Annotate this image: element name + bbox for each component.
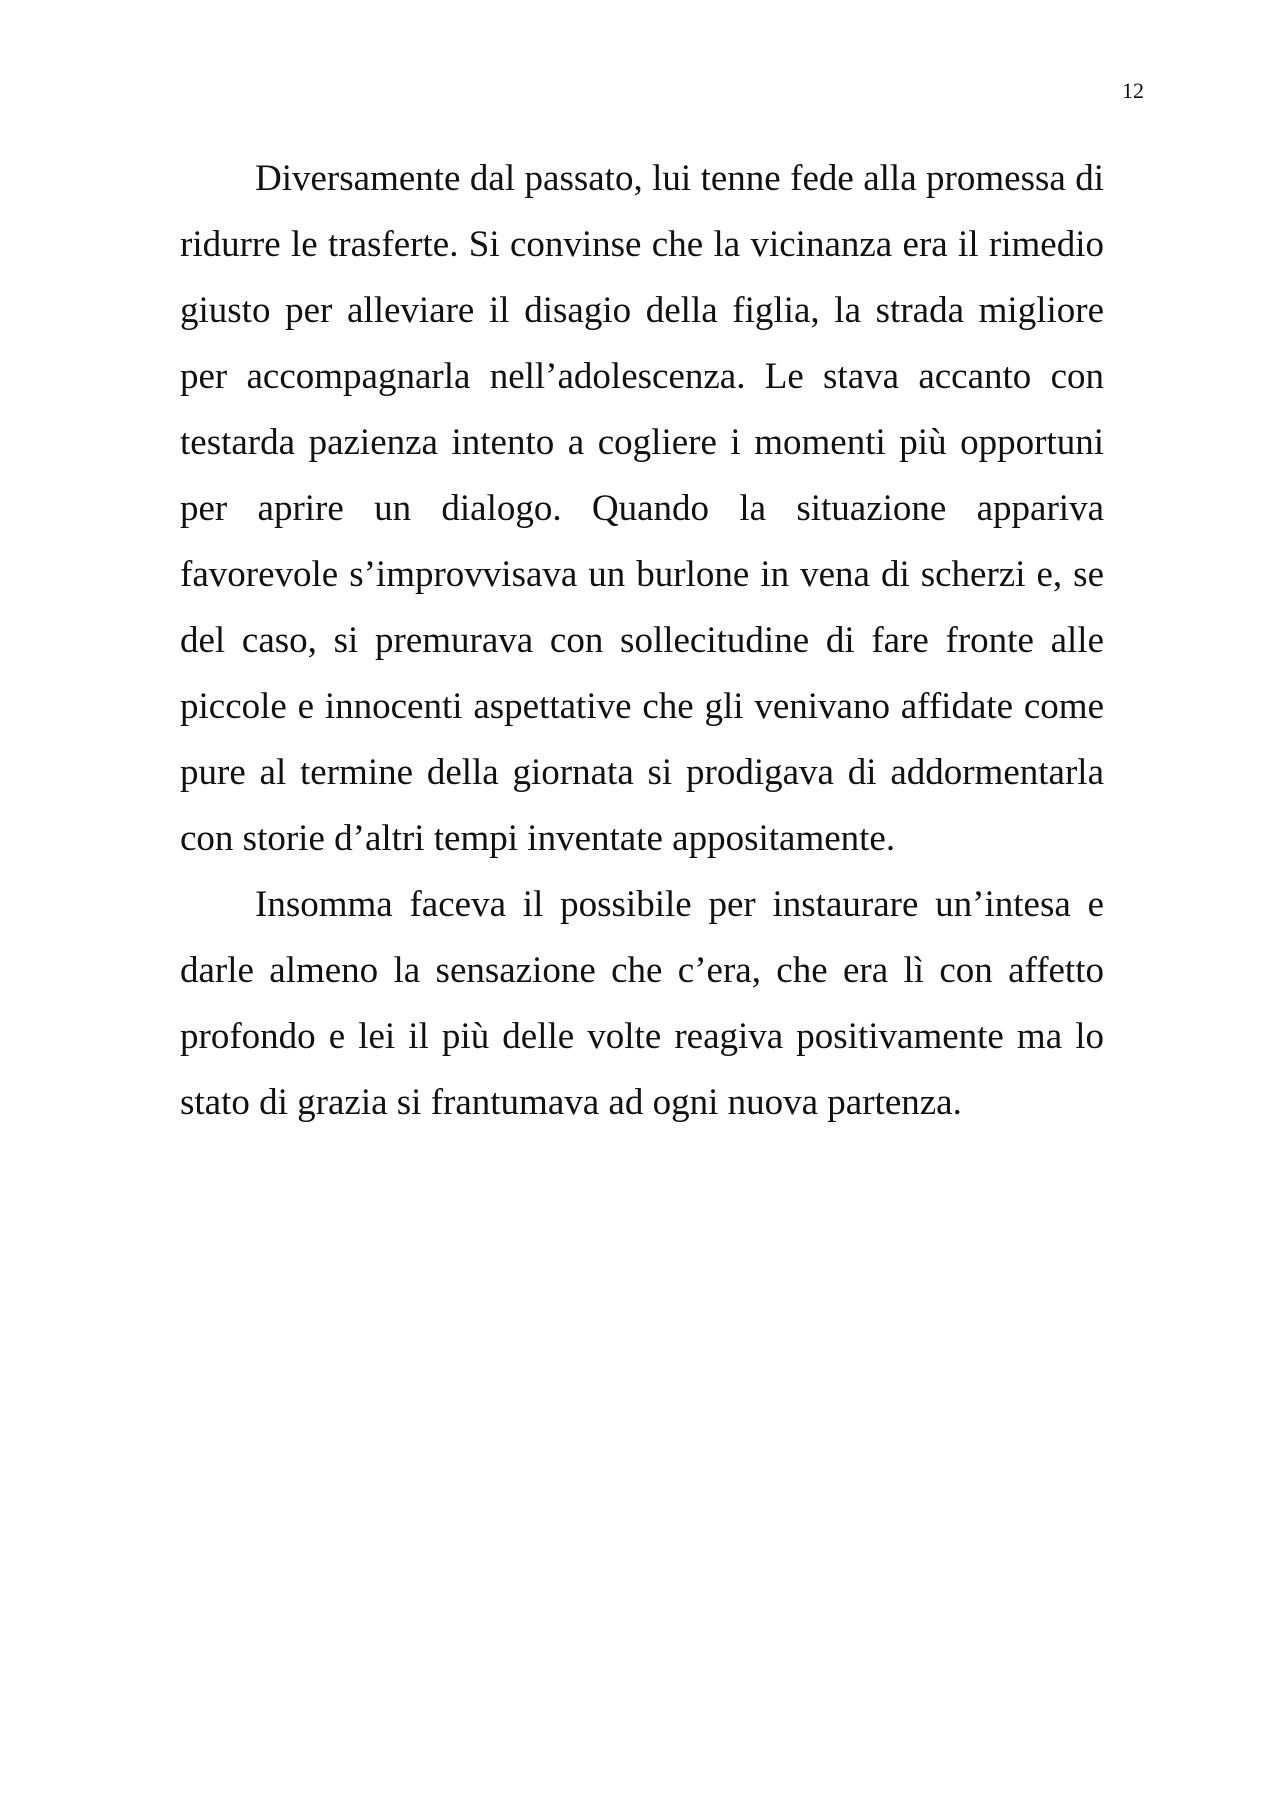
page-number: 12 (1122, 78, 1144, 103)
paragraph: Diversamente dal passato, lui tenne fede alla promessa di ridurre le trasferte. Si convinse che la vicinanza era il rimedio giusto per alleviare il disagio della figlia, la strada migliore per accompagnarla nell’adolescenza. Le stava accanto con testarda pazienza intento a cogliere i momenti più opportuni per aprire un dialogo. Quando la situazione appariva favorevole s’improvvisava un burlone in vena di scherzi e, se del caso, si premurava con sollecitudine di fare fronte alle piccole e innocenti aspettative che gli venivano affidate come pure al termine della giornata si prodigava di addormentarla con storie d’altri tempi inventate appositamente. (180, 158, 1104, 859)
paragraph: Insomma faceva il possibile per instaurare un’intesa e darle almeno la sensazione che c’era, che era lì con affetto profondo e lei il più delle volte reagiva positivamente ma lo stato di grazia si frantumava ad ogni nuova partenza. (180, 884, 1104, 1123)
body-text (180, 146, 1104, 1136)
